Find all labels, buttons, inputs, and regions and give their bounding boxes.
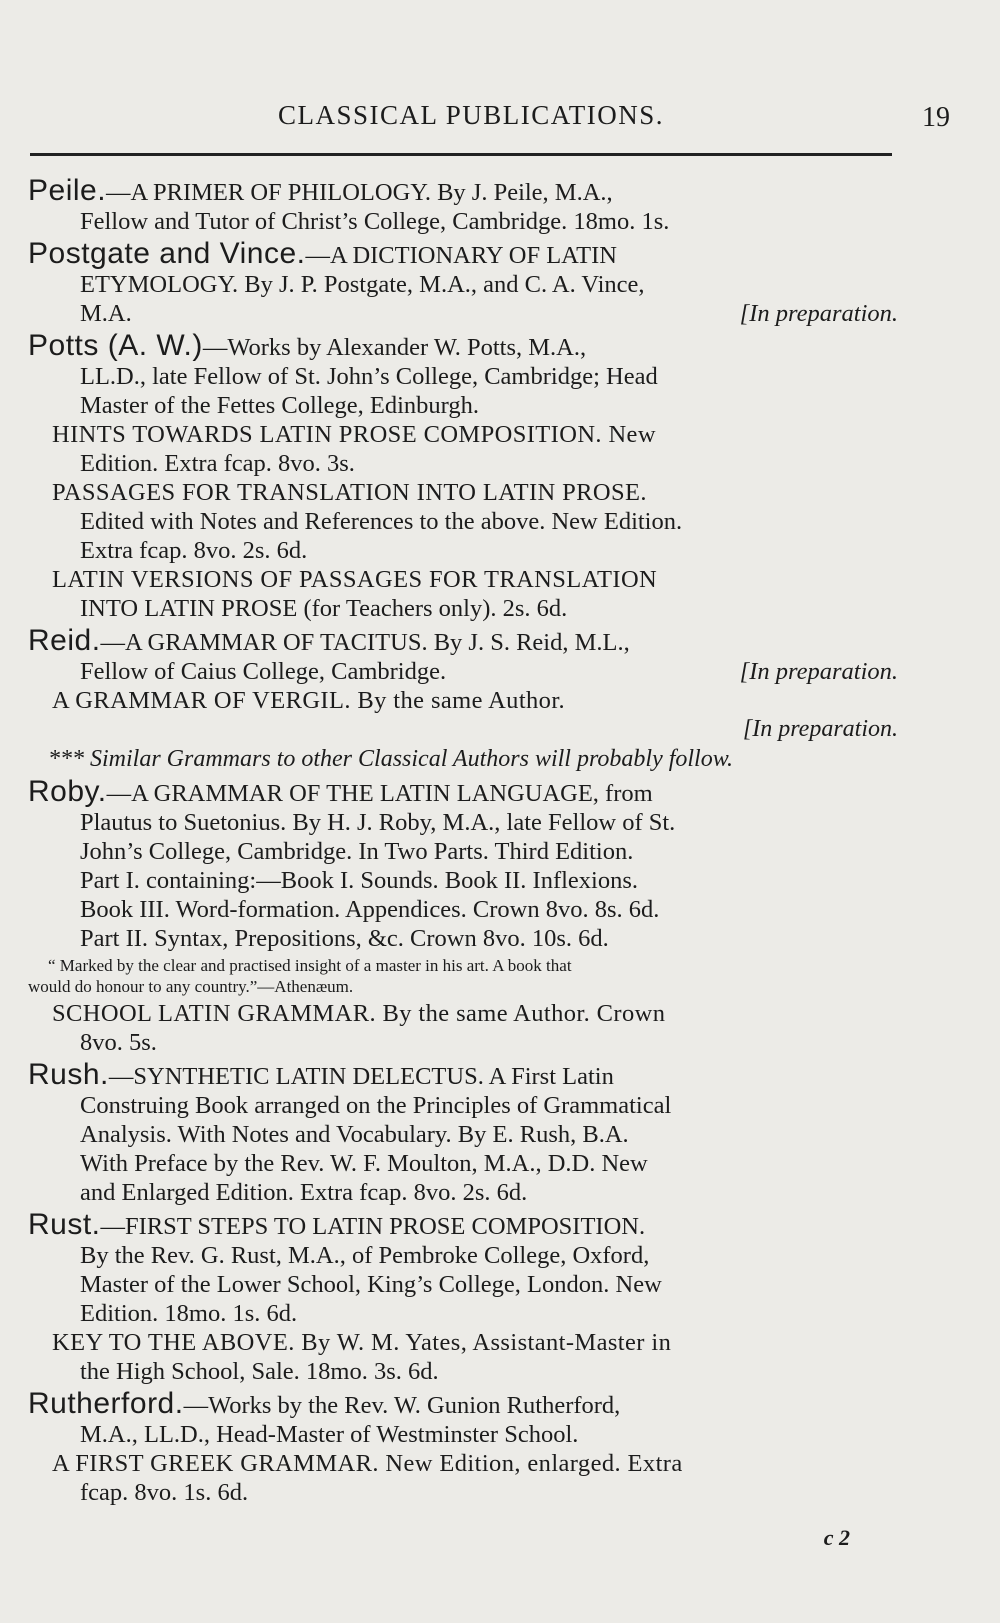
entry-potts — [28, 331, 898, 623]
entry-text: —A PRIMER OF PHILOLOGY. By J. Peile, M.A., — [106, 179, 613, 206]
entry-text: —Works by Alexander W. Potts, M.A., — [202, 334, 587, 361]
author-name: Rush. — [28, 1058, 109, 1091]
entry-text: Master of the Lower School, King’s College, London. New — [80, 1271, 662, 1298]
status-note: [In preparation. — [742, 716, 898, 742]
work-details: Edited with Notes and References to the above. New Edition. — [80, 508, 683, 535]
work-details: fcap. 8vo. 1s. 6d. — [80, 1479, 249, 1506]
status-note: [In preparation. — [739, 300, 898, 327]
work-details: INTO LATIN PROSE (for Teachers only). 2s. 6d. — [80, 595, 568, 622]
entry-rush — [28, 1060, 898, 1207]
entry-text: By the Rev. G. Rust, M.A., of Pembroke College, Oxford, — [80, 1242, 650, 1269]
work-title: A GRAMMAR OF VERGIL. By the same Author. — [52, 687, 566, 714]
entry-text: Fellow and Tutor of Christ’s College, Cambridge. 18mo. 1s. — [80, 208, 670, 235]
author-name: Reid. — [28, 624, 101, 657]
page-number: 19 — [922, 102, 950, 133]
entry-text: Analysis. With Notes and Vocabulary. By E. Rush, B.A. — [80, 1121, 629, 1148]
entry-roby — [28, 777, 898, 1057]
entry-text: M.A., LL.D., Head-Master of Westminster School. — [80, 1421, 579, 1448]
author-name: Postgate and Vince. — [28, 237, 306, 270]
entry-text: Fellow of Caius College, Cambridge. — [80, 658, 447, 685]
entry-text: —A DICTIONARY OF LATIN — [305, 242, 617, 269]
signature-mark: c 2 — [823, 1525, 850, 1550]
entry-text: and Enlarged Edition. Extra fcap. 8vo. 2s. 6d. — [80, 1179, 528, 1206]
entry-text: Construing Book arranged on the Principles of Grammatical — [80, 1092, 672, 1119]
author-name: Peile. — [28, 174, 107, 207]
entry-rutherford — [28, 1389, 898, 1507]
entry-text: —A GRAMMAR OF THE LATIN LANGUAGE, from — [106, 780, 653, 807]
work-title: LATIN VERSIONS OF PASSAGES FOR TRANSLATION — [52, 566, 658, 593]
work-title: HINTS TOWARDS LATIN PROSE COMPOSITION. New — [52, 421, 656, 448]
entry-postgate-vince — [28, 239, 898, 328]
work-title: A FIRST GREEK GRAMMAR. New Edition, enlarged. Extra — [52, 1450, 683, 1477]
work-details: Edition. Extra fcap. 8vo. 3s. — [80, 450, 355, 477]
work-details: Extra fcap. 8vo. 2s. 6d. — [80, 537, 308, 564]
work-details: 8vo. 5s. — [80, 1029, 157, 1056]
entry-text: Part II. Syntax, Prepositions, &c. Crown 8vo. 10s. 6d. — [80, 925, 609, 952]
entry-peile — [28, 176, 898, 236]
catalogue-listing — [28, 170, 898, 1507]
work-title: SCHOOL LATIN GRAMMAR. By the same Author. Crown — [52, 1000, 666, 1027]
press-quote — [28, 955, 898, 997]
entry-reid — [28, 626, 898, 774]
work-title: KEY TO THE ABOVE. By W. M. Yates, Assistant-Master in — [52, 1329, 672, 1356]
work-title: PASSAGES FOR TRANSLATION INTO LATIN PROSE. — [52, 479, 647, 506]
entry-text: M.A. — [80, 300, 132, 327]
author-name: Roby. — [28, 775, 107, 808]
editorial-note: *** Similar Grammars to other Classical Authors will probably follow. — [48, 746, 733, 772]
running-title: CLASSICAL PUBLICATIONS. — [277, 100, 665, 130]
entry-text: Plautus to Suetonius. By H. J. Roby, M.A., late Fellow of St. — [80, 809, 676, 836]
status-note: [In preparation. — [739, 658, 898, 685]
entry-text: —FIRST STEPS TO LATIN PROSE COMPOSITION. — [100, 1213, 646, 1240]
author-name: Potts (A. W.) — [28, 329, 203, 362]
quote-text: “ Marked by the clear and practised insight of a master in his art. A book that — [48, 956, 572, 975]
entry-text: Master of the Fettes College, Edinburgh. — [80, 392, 479, 419]
entry-text: Part I. containing:—Book I. Sounds. Book II. Inflexions. — [80, 867, 639, 894]
entry-rust — [28, 1210, 898, 1386]
entry-text: —A GRAMMAR OF TACITUS. By J. S. Reid, M.L., — [100, 629, 630, 656]
entry-text: Edition. 18mo. 1s. 6d. — [80, 1300, 298, 1327]
entry-text: Book III. Word-formation. Appendices. Crown 8vo. 8s. 6d. — [80, 896, 660, 923]
entry-text: —SYNTHETIC LATIN DELECTUS. A First Latin — [108, 1063, 614, 1090]
quote-text: would do honour to any country.”—Athenæum. — [28, 977, 354, 996]
entry-text: John’s College, Cambridge. In Two Parts. Third Edition. — [80, 838, 634, 865]
author-name: Rutherford. — [28, 1387, 184, 1420]
work-details: the High School, Sale. 18mo. 3s. 6d. — [80, 1358, 439, 1385]
header-rule — [30, 153, 892, 156]
author-name: Rust. — [28, 1208, 101, 1241]
entry-text: —Works by the Rev. W. Gunion Rutherford, — [183, 1392, 621, 1419]
entry-text: With Preface by the Rev. W. F. Moulton, M.A., D.D. New — [80, 1150, 648, 1177]
page-header — [30, 100, 950, 140]
entry-text: LL.D., late Fellow of St. John’s College, Cambridge; Head — [80, 363, 658, 390]
entry-text: ETYMOLOGY. By J. P. Postgate, M.A., and C. A. Vince, — [80, 271, 645, 298]
